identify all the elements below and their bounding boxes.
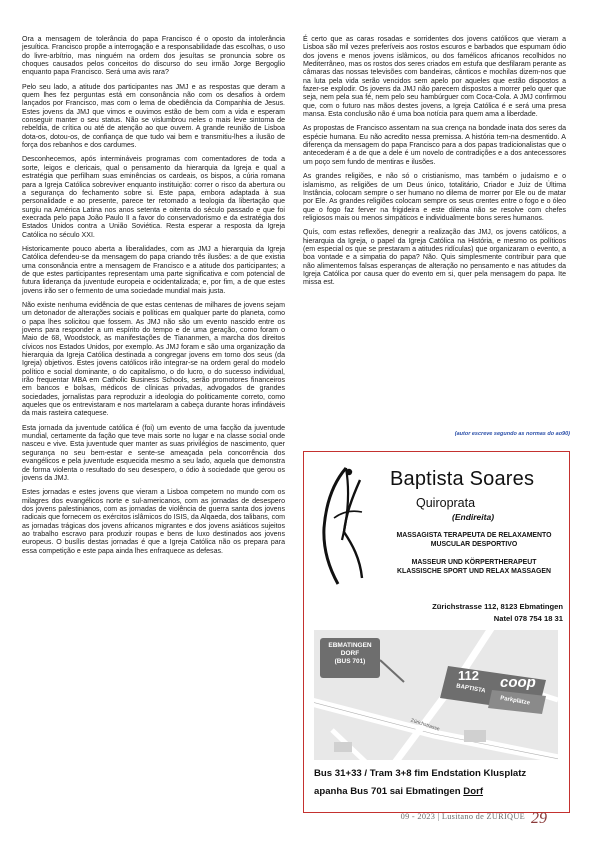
paragraph: Não existe nenhuma evidência de que estas centenas de milhares de jovens sejam um detonador de alterações sociais e políticas em qualquer parte do planeta, como o papa lhes solicitou que fossem. As JMJ não são um evento nascido entre os jovens para responder a um espírito do tempo e de uma geração, como foram o Maio de 68, Woodstock, as manifestações de Tiananmen, a marcha dos direitos cívicos nos Estados Unidos, por exemplo. As JMJ foram e são uma organização da hierarquia da Igreja Católica destinada a congregar jovens em torno dos seus (da Igreja) objetivos. Estes jovens católicos irão integrar-se na ordem geral do modelo político e social dominante, o do capitalismo, o do lucro, o do sucesso individual, irão frequentar MBA em Catholic Business Schools, serão promotores financeiros em bancos e bolsas, médicos de clínicas privadas, advogados de grandes sociedades, jornalistas para reproduzir a ideologia do politicamente correto, como aqueles que os entrevistaram e nos martelaram a cabeça durante horas infindáveis da mais rasteira catequese. (22, 301, 285, 418)
service-line: MUSCULAR DESPORTIVO (430, 541, 518, 548)
footer-issue: 09 - 2023 | Lusitano de ZURIQUE (400, 812, 525, 821)
paragraph: Esta jornada da juventude católica é (foi) um evento de uma facção da juventude mundial, certamente da fação que teve mais sorte no lugar e na classe social onde nasceu e vive. Esta juventude quer manter as suas privilégios de nascimento, quer segurança no seu bem-estar e sente-se ameaçada pela concorrência dos evangélicos e pela juventude esquecida mesmo a seu lado, aquela que demonstra de forma violenta o resultado do seu desespero, o ódio à sociedade que gerou os jovens da JMJ. (22, 424, 285, 482)
bus-stop-label: EBMATINGEN DORF (BUS 701) (328, 642, 372, 665)
paragraph: Pelo seu lado, a atitude dos participantes nas JMJ e as respostas que deram a quem lhes fez perguntas está em consonância não com os desafios à ordem lançados por Francisco, mas com o lema de obediência da Companhia de Jesus. Estes jovens da JMJ que vimos e ouvimos estão de bem com a vida e esperam conseguir manter o seu status. Não se vislumbrou neles o mais leve sintoma de rebeldia, de crítica ou até de atenção ao que ouvem. A grande reunião de Lisboa dota-os, dotou-os, de confiança de que tudo vai bem e transmitiu-lhes a ilusão de força dos rebanhos e dos cardumes. (22, 83, 285, 150)
building-label: BAPTISTA (455, 683, 486, 695)
paragraph: Ora a mensagem de tolerância do papa Francisco é o oposto da intolerância jesuítica. Francisco propõe a interrogação e a responsabilidade das escolhas, o uso do livre-arbítrio, mas ninguém na ordem dos jesuítas se pronuncia sobre os choques causados pelos conceitos do discurso do seu irmão Jorge Bergoglio enquanto papa Francisco. Será uma avis rara? (22, 36, 285, 77)
phone-number: Natel 078 754 18 31 (493, 614, 563, 623)
page-number: 29 (531, 810, 547, 827)
paragraph: Desconhecemos, após intermináveis programas com comentadores de toda a sorte, leigos e clericais, qual o pensamento da hierarquia da Igreja e qual a estratégia que perfilham suas eminências os cardeais, os bispos, a cúria romana para a Igreja Católica sobreviver enquanto instituição: correr o risco da abertura ou a segurança do fechamento sobre si. Este papa, embora adaptada à sua personalidade e ao presente, parece ter retomado a teologia da libertação que surgiu na América Latina nos anos setenta e oitenta do século passado e que foi execrada pelo papa João Paulo II a favor do conservadorismo e da estratégia dos Estados Unidos contra a União Soviética. Resta esperar a resposta da Igreja Católica no século XXI. (22, 156, 285, 239)
address: Zürichstrasse 112, 8123 Ebmatingen (432, 602, 563, 611)
coop-logo: coop (500, 674, 536, 691)
advertisement-box (303, 451, 570, 813)
service-line: KLASSISCHE SPORT UND RELAX MASSAGEN (397, 568, 551, 575)
transport-directions: Bus 31+33 / Tram 3+8 fim Endstation Klusplatz (314, 768, 527, 779)
service-line: MASSAGISTA TERAPEUTA DE RELAXAMENTO (396, 532, 552, 539)
house-number: 112 (458, 668, 479, 683)
paragraph: É certo que as caras rosadas e sorridentes dos jovens católicos que vieram a Lisboa são mil vezes preferíveis aos rostos escuros e barbados que espumam ódio dos jovens e menos jovens islâmicos, ou dos famélicos africanos recolhidos no Mediterrâneo, mas os rostos dos seres criados em estufa que desfilaram perante as câmaras das nossas televisões com bandeiras, cânticos e mochilas dizem-nos que na luta pela vida serão vencidos sem apelo por aqueles que estão dispostos a fazer-se explodir. Os jovens da JMJ não parecem dispostos a morrer pelo quer que seja, nem pela sua fé, nem pelo seu hambúrguer com Coca-Cola. A JMJ confirmou que, com o futuro nas mãos destes jovens, a Igreja Católica é e será uma presa mansa. Esta conclusão não é uma boa notícia para quem ama a liberdade. (303, 36, 566, 119)
advertiser-subtitle: (Endireita) (452, 512, 495, 522)
street-label: Zürichstrasse (409, 717, 441, 733)
service-line: MASSEUR UND KÖRPERTHERAPEUT (411, 559, 537, 566)
advertiser-name: Baptista Soares (390, 468, 535, 490)
transport-directions-2: apanha Bus 701 sai Ebmatingen Dorf (314, 786, 484, 797)
location-map (314, 630, 558, 760)
chiropractor-logo-icon (316, 462, 368, 590)
author-note: (autor escreve segundo as normas do ao90) (454, 431, 570, 437)
paragraph: As propostas de Francisco assentam na sua crença na bondade inata dos seres da espécie humana. Eu não acredito nessa premissa. A história tem-na desmentido. A diferença da mensagem do papa Francisco para a dos papas tradicionalistas que o antecederam é a de que a dele é um novelo de contradições e a dos antecessores um poço sem fundo de mentiras e ilusões. (303, 125, 566, 166)
advertiser-profession: Quiroprata (416, 496, 476, 510)
paragraph: Estes jornadas e estes jovens que vieram a Lisboa competem no mundo com os milagres dos evangélicos norte e sul-americanos, com as jornadas de desespero dos jovens palestinianos, com as jornadas de violência de guerra santa dos jovens radicais que fornecem os exércitos islâmicos do ISIS, da Alqaeda, dos talibans, com as jornadas trágicas dos jovens africanos migrantes e dos jovens asiáticos sujeitos ao trabalho escravo para produzir roupas e bens de luxo destinados aos jovens europeus. O busílis destas jornadas é que a Igreja Católica não os prepara para essa competição e este papa ainda lhes enfraquece as defesas. (22, 489, 285, 555)
article-column-left (22, 36, 285, 562)
paragraph: As grandes religiões, e não só o cristianismo, mas também o judaísmo e o islamismo, as religiões de um Deus único, totalitário, Criador e Juiz de Última Instância, colocam sempre o ser humano no dilema de morrer por Ele ou de matar por Ele. As grandes religiões colocam sempre os seus crentes entre o fogo e o óleo que o fogo faz ferver na frigideira e este dilema não se resolve com chefes religiosos mais ou menos simpáticos e individualmente bons seres humanos. (303, 173, 566, 222)
article-column-right (303, 36, 566, 294)
paragraph: Quís, com estas reflexões, denegrir a realização das JMJ, os jovens católicos, a hierarquia da Igreja, o papel da Igreja Católica na História, e mesmo os políticos (em especial os que se prestaram a atitudes ridículas) que organizaram o evento, a boa vontade e a simpatia do papa? Não. Quis simplesmente contribuir para que não alimentemos falsas esperanças de alteração no pensamento e nas atitudes da Igreja Católica por causa quer do evento em si, quer pela mensagem do papa. Ite missa est. (303, 229, 566, 287)
paragraph: Historicamente pouco aberta a liberalidades, com as JMJ a hierarquia da Igreja Católica defendeu-se da mensagem do papa criando três ilusões: a de que existia uma consonância entre a mensagem de Francisco e a atitude dos participantes; a de que estes participantes representam uma parte significativa e com potencial de futura liderança da juventude europeia e ocidentalizada; e, por fim, a de que estes jovens irão ser o fermento de uma sociedade mundial mais justa. (22, 245, 285, 295)
parking-label: Parkplätze (499, 695, 531, 707)
